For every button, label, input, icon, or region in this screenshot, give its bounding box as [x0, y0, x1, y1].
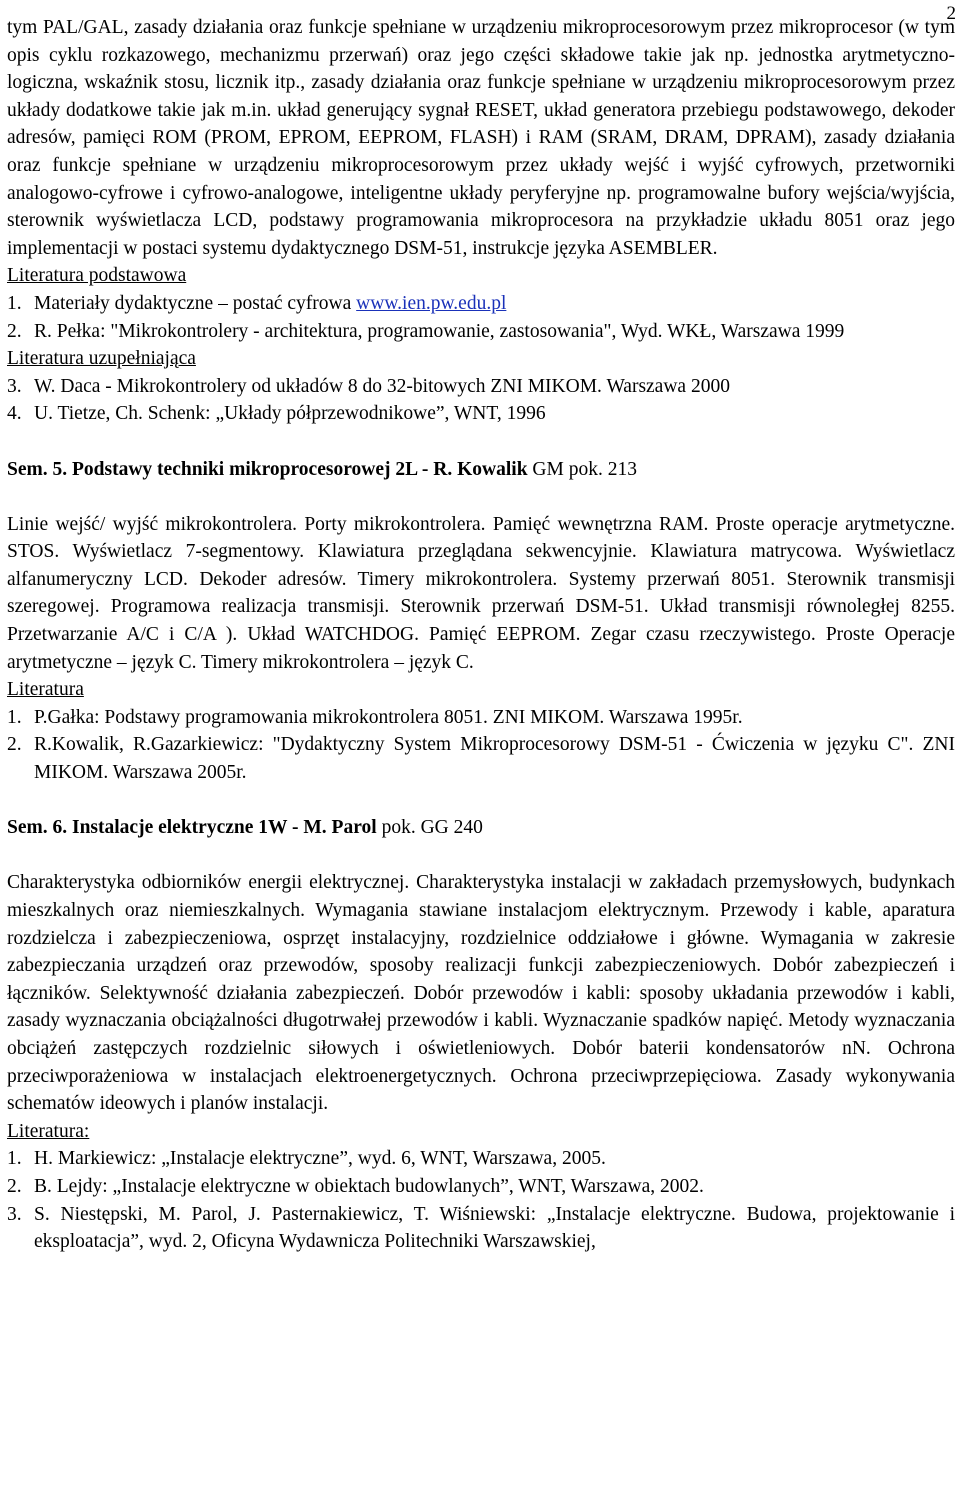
sem6-title-room: pok. GG 240 [376, 817, 483, 839]
sem5-title-room: GM pok. 213 [527, 458, 637, 480]
ref-number: 2. [7, 320, 22, 342]
ref-number: 2. [7, 1175, 22, 1197]
lit-extra-item-3 [7, 373, 955, 401]
sem5-paragraph: Linie wejść/ wyjść mikrokontrolera. Porty mikrokontrolera. Pamięć wewnętrzna RAM. Proste operacje arytmetyczne. STOS. Wyświetlacz 7-segmentowy. Klawiatura przeglądana sekwencyjnie. Klawiatura matrycowa. Wyświetlacz alfanumeryczny LCD. Dekoder adresów. Timery mikrokontrolera. Systemy przerwań 8051. Sterownik transmisji szeregowej. Programowa realizacja transmisji. Sterownik przerwań DSM-51. Układ transmisji równoległej 8255. Przetwarzanie A/C i C/A ). Układ WATCHDOG. Pamięć EEPROM. Zegar czasu rzeczywistego. Proste Operacje arytmetyczne – język C. Timery mikrokontrolera – język C. [7, 513, 955, 673]
sem5-lit-item-2 [7, 731, 955, 786]
sem5-lit-item-1 [7, 704, 955, 732]
lit-extra-heading: Literatura uzupełniająca [7, 348, 196, 370]
sem6-lit-item-1 [7, 1145, 955, 1173]
ref-number: 1. [7, 292, 22, 314]
intro-paragraph: tym PAL/GAL, zasady działania oraz funkcje spełniane w urządzeniu mikroprocesorowym przez mikroprocesor (w tym opis cyklu rozkazowego, mechanizmu przerwań) oraz jego części składowe takie jak np. jednostka arytmetyczno-logiczna, wskaźnik stosu, licznik itp., zasady działania oraz funkcje spełniane w urządzeniu mikroprocesorowym przez układy dodatkowe takie jak m.in. układ generujący sygnał RESET, układ generatora przebiegu podstawowego, dekoder adresów, pamięci ROM (PROM, EPROM, EEPROM, FLASH) i RAM (SRAM, DRAM, DPRAM), zasady działania oraz funkcje spełniane w urządzeniu mikroprocesorowym przez układy wejść i wyjść cyfrowych, przetworniki analogowo-cyfrowe i cyfrowo-analogowe, inteligentne układy peryferyjne np. programowalne bufory wejścia/wyjścia, sterownik wyświetlacza LCD, podstawy programowania mikroprocesora na przykładzie układu 8051 oraz jego implementacji w postaci systemu dydaktycznego DSM-51, instrukcje języka ASEMBLER. [7, 17, 955, 259]
sem5-lit-heading: Literatura [7, 679, 84, 701]
lit-extra-item-4 [7, 400, 955, 428]
ref-number: 2. [7, 734, 22, 756]
sem6-paragraph: Charakterystyka odbiorników energii elektrycznej. Charakterystyka instalacji w zakładach przemysłowych, budynkach mieszkalnych oraz niemieszkalnych. Wymagania stawiane instalacjom elektrycznym. Przewody i kable, aparatura rozdzielcza i zabezpieczeniowa, osprzęt instalacyjny, rozdzielnice oddziałowe i główne. Wymagania w zakresie zabezpieczania urządzeń oraz przewodów, sposoby realizacji funkcji zabezpieczeniowych. Dobór zabezpieczeń i łączników. Selektywność działania zabezpieczeń. Dobór przewodów i kabli: sposoby układania przewodów i kabli, zasady wyznaczania obciążalności długotrwałej przewodów i kabli. Wyznaczanie spadków napięć. Metody wyznaczania obciążeń zastępczych rozdzielnic siłowych i oświetleniowych. Dobór baterii kondensatorów nN. Ochrona przeciwporażeniowa w instalacjach elektroenergetycznych. Ochrona przeciwprzepięciowa. Zasady wykonywania schematów ideowych i planów instalacji. [7, 872, 955, 1115]
lit-basic-item-1 [7, 290, 955, 318]
ref-text: B. Lejdy: „Instalacje elektryczne w obiektach budowlanych”, WNT, Warszawa, 2002. [34, 1175, 704, 1197]
ref-text: R.Kowalik, R.Gazarkiewicz: "Dydaktyczny System Mikroprocesorowy DSM-51 - Ćwiczenia w języku C". ZNI MIKOM. Warszawa 2005r. [34, 734, 955, 784]
ref-number: 3. [7, 1203, 22, 1225]
sem5-title [7, 456, 955, 484]
ref-text: Materiały dydaktyczne – postać cyfrowa [34, 292, 357, 314]
sem6-title-bold: Sem. 6. Instalacje elektryczne 1W - M. Parol [7, 817, 377, 839]
sem6-title [7, 814, 955, 842]
ref-number: 1. [7, 706, 22, 728]
lit-basic-heading: Literatura podstawowa [7, 265, 187, 287]
ref-text: W. Daca - Mikrokontrolery od układów 8 do 32-bitowych ZNI MIKOM. Warszawa 2000 [34, 375, 730, 397]
ref-text: U. Tietze, Ch. Schenk: „Układy półprzewodnikowe”, WNT, 1996 [34, 403, 546, 425]
ref-text: S. Niestępski, M. Parol, J. Pasternakiewicz, T. Wiśniewski: „Instalacje elektryczne. Budowa, projektowanie i eksploatacja”, wyd. 2, Oficyna Wydawnicza Politechniki Warszawskiej, [34, 1203, 955, 1253]
ien-link[interactable]: www.ien.pw.edu.pl [356, 292, 507, 314]
sem6-lit-heading: Literatura: [7, 1120, 90, 1142]
lit-basic-item-2 [7, 318, 955, 346]
ref-text: P.Gałka: Podstawy programowania mikrokontrolera 8051. ZNI MIKOM. Warszawa 1995r. [34, 706, 743, 728]
ref-number: 4. [7, 403, 22, 425]
sem6-lit-item-3 [7, 1201, 955, 1256]
ref-text: R. Pełka: "Mikrokontrolery - architektura, programowanie, zastosowania", Wyd. WKŁ, Warszawa 1999 [34, 320, 845, 342]
sem6-lit-item-2 [7, 1173, 955, 1201]
sem5-title-bold: Sem. 5. Podstawy techniki mikroprocesorowej 2L - R. Kowalik [7, 458, 528, 480]
ref-number: 1. [7, 1148, 22, 1170]
ref-number: 3. [7, 375, 22, 397]
document-page [7, 14, 955, 1256]
ref-text: H. Markiewicz: „Instalacje elektryczne”, wyd. 6, WNT, Warszawa, 2005. [34, 1148, 606, 1170]
page-number: 2 [946, 3, 956, 24]
